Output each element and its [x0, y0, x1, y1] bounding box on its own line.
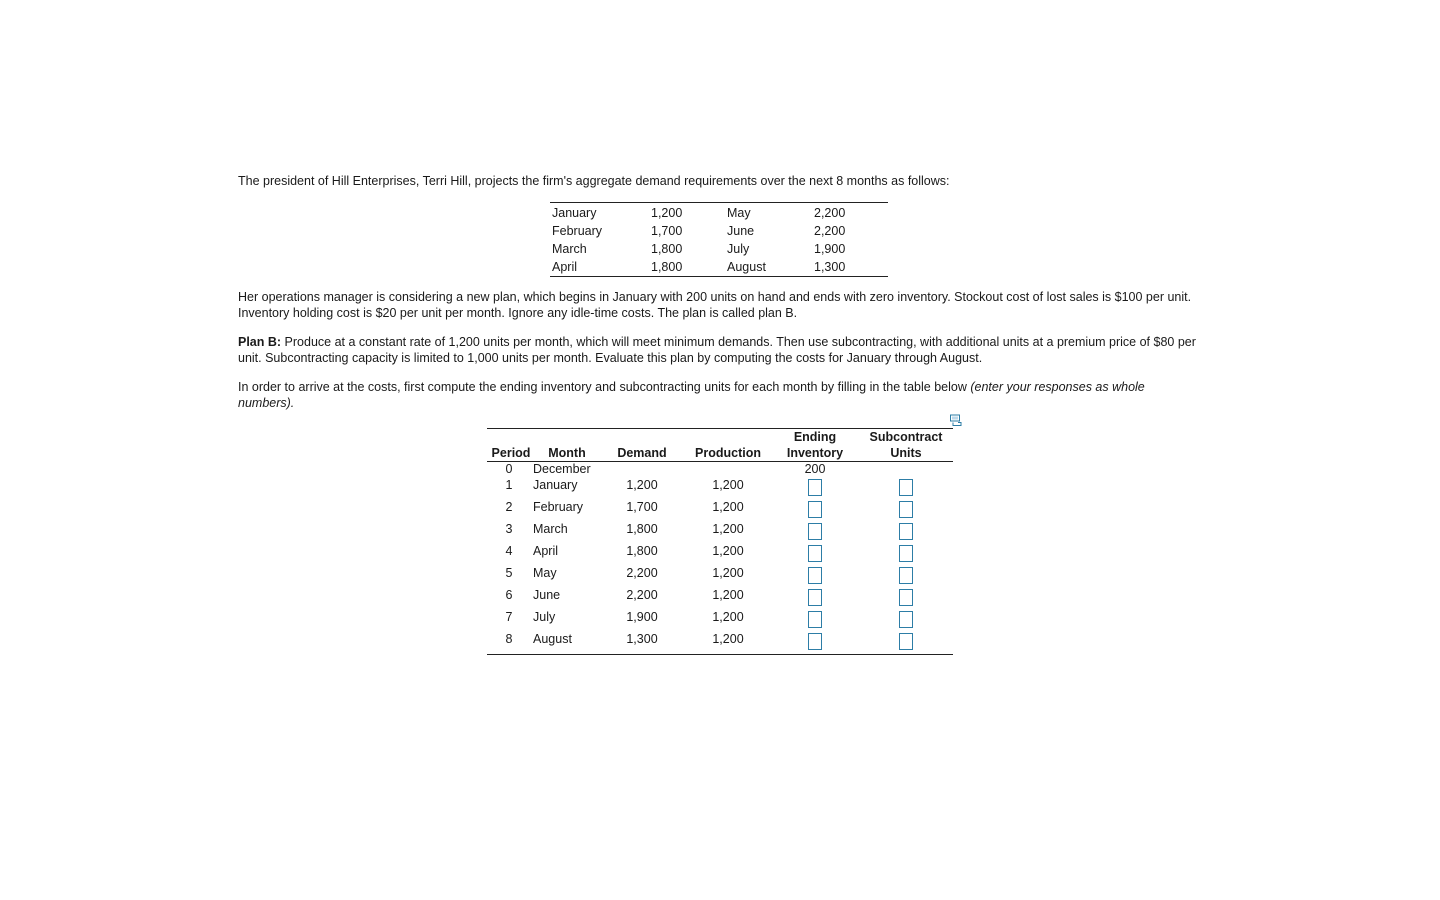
plan-b-text: [238, 334, 1198, 366]
summary-demand: 1,800: [651, 242, 683, 256]
summary-demand: 1,800: [651, 260, 683, 274]
header-subcontract-line2: Units: [890, 446, 922, 460]
period-cell: 3: [505, 522, 513, 536]
header-ending-line1: Ending: [793, 430, 837, 444]
summary-demand: 1,900: [814, 242, 846, 256]
production-cell: 1,200: [712, 588, 744, 602]
period-cell: 5: [505, 566, 513, 580]
header-subcontract-line1: Subcontract: [869, 430, 943, 444]
header-demand: Demand: [617, 446, 667, 460]
subcontract-input[interactable]: [899, 545, 913, 562]
summary-demand: 2,200: [814, 206, 846, 220]
production-cell: 1,200: [712, 478, 744, 492]
instruction-body: In order to arrive at the costs, first compute the ending inventory and subcontracting units for each month by filling in the table below: [238, 380, 971, 394]
period-cell: 1: [505, 478, 513, 492]
header-period: Period: [491, 446, 531, 460]
month-cell: December: [533, 462, 591, 476]
header-ending-line2: Inventory: [786, 446, 844, 460]
demand-cell: 1,300: [626, 632, 658, 646]
period-cell: 2: [505, 500, 513, 514]
ending-inventory-input[interactable]: [808, 633, 822, 650]
demand-cell: 2,200: [626, 566, 658, 580]
ending-inventory-input[interactable]: [808, 589, 822, 606]
demand-cell: 1,700: [626, 500, 658, 514]
demand-summary-table: [550, 202, 888, 277]
month-cell: May: [533, 566, 557, 580]
plan-b-body: Produce at a constant rate of 1,200 units per month, which will meet minimum demands. Then use subcontracting, with additional units at a premium price of $80 per unit. Subcontracting capacity is limited to 1,000 units per month. Evaluate this plan by computing the costs for January through August.: [238, 335, 1196, 365]
summary-month: May: [727, 206, 751, 220]
ending-inventory-input[interactable]: [808, 501, 822, 518]
header-production: Production: [695, 446, 761, 460]
period-cell: 8: [505, 632, 513, 646]
period-cell: 0: [505, 462, 513, 476]
production-cell: 1,200: [712, 500, 744, 514]
month-cell: January: [533, 478, 578, 492]
summary-demand: 1,200: [651, 206, 683, 220]
subcontract-input[interactable]: [899, 633, 913, 650]
demand-cell: 1,900: [626, 610, 658, 624]
summary-month: July: [727, 242, 750, 256]
demand-cell: 1,800: [626, 522, 658, 536]
ending-inventory-input[interactable]: [808, 545, 822, 562]
summary-demand: 1,300: [814, 260, 846, 274]
month-cell: April: [533, 544, 559, 558]
intro-text: The president of Hill Enterprises, Terri Hill, projects the firm's aggregate demand requirements over the next 8 months as follows:: [238, 174, 950, 188]
demand-cell: 1,200: [626, 478, 658, 492]
instruction-italic: (enter your responses as whole numbers).: [238, 380, 1145, 410]
demand-cell: 2,200: [626, 588, 658, 602]
ending-inventory-input[interactable]: [808, 523, 822, 540]
month-cell: June: [533, 588, 561, 602]
header-month: Month: [548, 446, 586, 460]
summary-demand: 1,700: [651, 224, 683, 238]
month-cell: March: [533, 522, 568, 536]
ending-inventory-input[interactable]: [808, 567, 822, 584]
month-cell: February: [533, 500, 584, 514]
summary-month: January: [552, 206, 597, 220]
period-cell: 6: [505, 588, 513, 602]
period-cell: 7: [505, 610, 513, 624]
plan-b-label: Plan B:: [238, 335, 282, 349]
summary-month: June: [727, 224, 755, 238]
ending-inventory-input[interactable]: [808, 611, 822, 628]
summary-month: August: [727, 260, 766, 274]
production-cell: 1,200: [712, 632, 744, 646]
initial-inventory-cell: 200: [804, 462, 826, 476]
production-cell: 1,200: [712, 544, 744, 558]
production-cell: 1,200: [712, 566, 744, 580]
summary-month: April: [552, 260, 578, 274]
ending-inventory-input[interactable]: [808, 479, 822, 496]
plan-b-table: [487, 428, 953, 654]
summary-month: March: [552, 242, 587, 256]
period-cell: 4: [505, 544, 513, 558]
summary-demand: 2,200: [814, 224, 846, 238]
production-cell: 1,200: [712, 610, 744, 624]
subcontract-input[interactable]: [899, 501, 913, 518]
production-cell: 1,200: [712, 522, 744, 536]
subcontract-input[interactable]: [899, 589, 913, 606]
subcontract-input[interactable]: [899, 523, 913, 540]
subcontract-input[interactable]: [899, 611, 913, 628]
table-bottom-rule: [487, 654, 953, 655]
month-cell: August: [533, 632, 572, 646]
summary-month: February: [552, 224, 603, 238]
plan-description: Her operations manager is considering a new plan, which begins in January with 200 units on hand and ends with zero inventory. Stockout cost of lost sales is $100 per unit. Inventory holding cost is $20 per unit per month. Ignore any idle-time costs. The plan is called plan B.: [238, 290, 1192, 320]
subcontract-input[interactable]: [899, 479, 913, 496]
demand-cell: 1,800: [626, 544, 658, 558]
month-cell: July: [533, 610, 556, 624]
instruction-text: [238, 379, 1198, 411]
subcontract-input[interactable]: [899, 567, 913, 584]
copy-table-icon[interactable]: [950, 414, 962, 426]
